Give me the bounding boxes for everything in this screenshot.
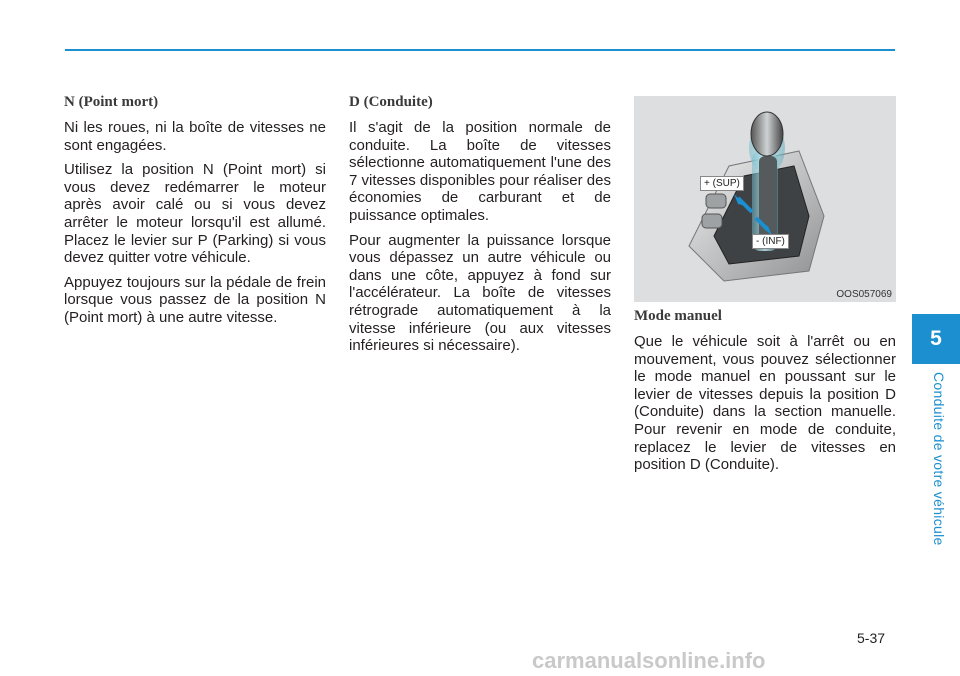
paragraph: Ni les roues, ni la boîte de vitesses ne sont engagées. — [64, 119, 326, 154]
upshift-label: + (SUP) — [700, 176, 744, 191]
header-rule — [65, 49, 895, 51]
chapter-title: Conduite de votre véhicule — [931, 372, 947, 546]
section-heading: D (Conduite) — [349, 94, 433, 110]
figure-code: OOS057069 — [836, 289, 892, 300]
gear-shifter-figure — [634, 96, 896, 302]
section-drive — [349, 92, 611, 362]
downshift-label: - (INF) — [752, 234, 789, 249]
section-manual — [634, 306, 896, 481]
paragraph: Utilisez la position N (Point mort) si vous devez redémarrer le moteur après avoir calé ou si vous devez arrêter le moteur lorsqu'il est allumé. Placez le levier sur P (Parking) si vous devez quitter votre véhicule. — [64, 161, 326, 267]
section-neutral — [64, 92, 326, 334]
section-heading: N (Point mort) — [64, 94, 159, 110]
paragraph: Que le véhicule soit à l'arrêt ou en mouvement, vous pouvez sélectionner le mode manuel en poussant sur le levier de vitesses depuis la position D (Conduite) dans la section manuelle. Pour revenir en mode de conduite, replacez le levier de vitesses en position D (Conduite). — [634, 333, 896, 474]
section-heading: Mode manuel — [634, 308, 722, 324]
gear-shifter-illustration — [634, 96, 896, 302]
paragraph: Il s'agit de la position normale de conduite. La boîte de vitesses sélectionne automatiquement l'une des 7 vitesses disponibles pour réaliser des économies de carburant et de puissance optimales. — [349, 119, 611, 224]
paragraph: Appuyez toujours sur la pédale de frein lorsque vous passez de la position N (Point mort) à une autre vitesse. — [64, 273, 326, 326]
chapter-tab: 5 — [912, 314, 960, 364]
page-number: 5-37 — [857, 630, 886, 646]
paragraph: Pour augmenter la puissance lorsque vous dépassez un autre véhicule ou dans une côte, appuyez à fond sur l'accélérateur. La boîte de vitesses rétrograde automatiquement à la vitesse inférieure (ou aux vitesses inférieures si nécessaire). — [349, 231, 611, 355]
watermark: carmanualsonline.info — [532, 648, 766, 673]
